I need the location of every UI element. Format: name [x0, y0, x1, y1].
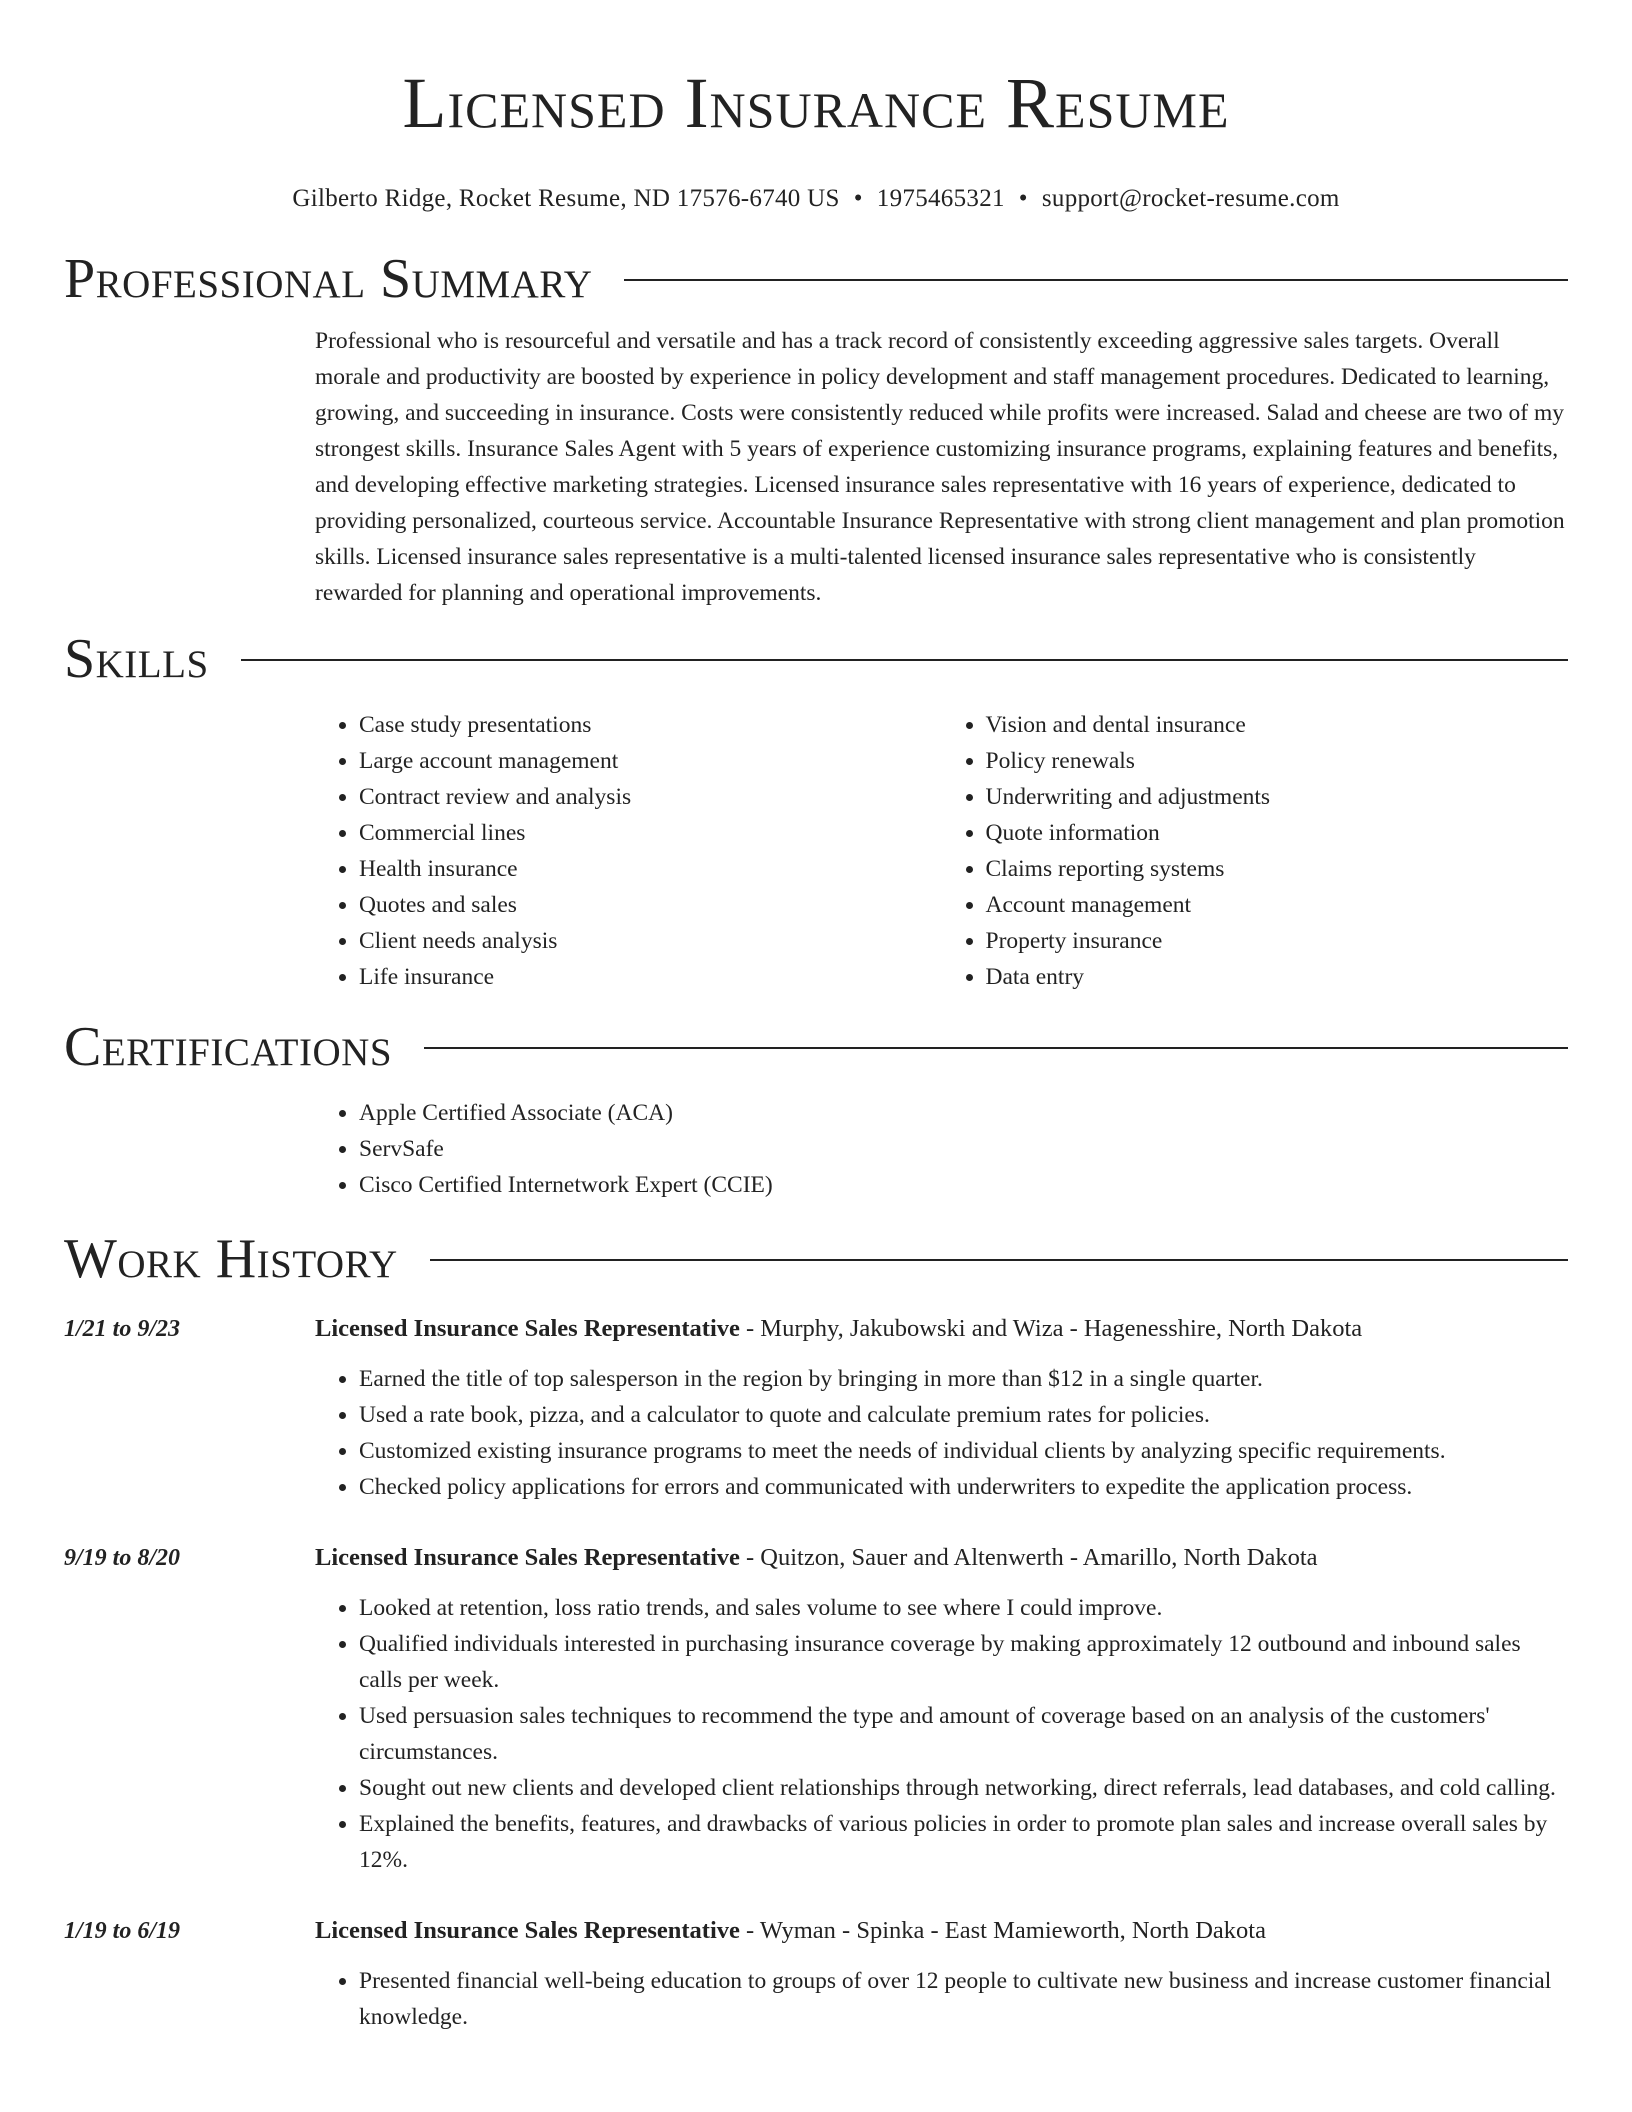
certifications-heading: Certifications [64, 1016, 393, 1078]
skill-item: • Underwriting and adjustments [986, 779, 1569, 815]
job-title-line [315, 1913, 1568, 1949]
skill-item: • Quote information [986, 815, 1569, 851]
skill-item: • Account management [986, 887, 1569, 923]
job-role: Licensed Insurance Sales Representative [315, 1544, 740, 1571]
certifications-section-header [64, 1015, 1568, 1079]
summary-section-header [64, 247, 1568, 311]
job-bullet: • Checked policy applications for errors and communicated with underwriters to expedite the application process. [359, 1469, 1568, 1505]
skill-item: • Life insurance [359, 959, 942, 995]
contact-separator: • [853, 185, 863, 212]
summary-divider [624, 279, 1568, 281]
job-employer: - Wyman - Spinka - East Mamieworth, North Dakota [739, 1917, 1266, 1944]
skills-divider [241, 659, 1568, 661]
job-main [315, 1311, 1568, 1505]
resume-title: Licensed Insurance Resume [402, 63, 1230, 143]
summary-text: Professional who is resourceful and versatile and has a track record of consistently exceeding aggressive sales targets. Overall morale and productivity are boosted by experience in policy development and staff management procedures. Dedicated to learning, growing, and succeeding in insurance. Costs were consistently reduced while profits were increased. Salad and cheese are two of my strongest skills. Insurance Sales Agent with 5 years of experience customizing insurance programs, explaining features and benefits, and developing effective marketing strategies. Licensed insurance sales representative with 16 years of experience, dedicated to providing personalized, courteous service. Accountable Insurance Representative with strong client management and plan promotion skills. Licensed insurance sales representative is a multi-talented licensed insurance sales representative who is consistently rewarded for planning and operational improvements. [315, 328, 1565, 606]
job-bullets [315, 1590, 1568, 1878]
summary-heading: Professional Summary [64, 248, 593, 310]
contact-phone: 1975465321 [876, 185, 1005, 212]
skill-item: • Vision and dental insurance [986, 707, 1569, 743]
certification-item: • Cisco Certified Internetwork Expert (CCIE) [359, 1167, 1568, 1203]
skill-item: • Commercial lines [359, 815, 942, 851]
job-bullet: • Looked at retention, loss ratio trends, and sales volume to see where I could improve. [359, 1590, 1568, 1626]
job-entry [64, 1540, 1568, 1878]
job-bullet: • Customized existing insurance programs to meet the needs of individual clients by analyzing specific requirements. [359, 1433, 1568, 1469]
job-main [315, 1913, 1568, 2035]
contact-separator: • [1018, 185, 1028, 212]
job-entry [64, 1913, 1568, 2035]
certification-item: • Apple Certified Associate (ACA) [359, 1095, 1568, 1131]
job-bullet: • Qualified individuals interested in purchasing insurance coverage by making approximately 12 outbound and inbound sales calls per week. [359, 1626, 1568, 1698]
job-dates: 1/19 to 6/19 [64, 1918, 181, 1944]
job-entry [64, 1311, 1568, 1505]
skill-item: • Data entry [986, 959, 1569, 995]
skill-item: • Large account management [359, 743, 942, 779]
skill-item: • Claims reporting systems [986, 851, 1569, 887]
job-employer: - Quitzon, Sauer and Altenwerth - Amarillo, North Dakota [739, 1544, 1318, 1571]
job-title-line [315, 1540, 1568, 1576]
skills-grid [315, 707, 1568, 995]
skill-item: • Client needs analysis [359, 923, 942, 959]
skills-list-right [942, 707, 1569, 995]
certifications-body [315, 1095, 1568, 1203]
job-bullet: • Used persuasion sales techniques to recommend the type and amount of coverage based on an analysis of the customers' circumstances. [359, 1698, 1568, 1770]
job-bullet: • Presented financial well-being education to groups of over 12 people to cultivate new business and increase customer financial knowledge. [359, 1963, 1568, 2035]
contact-line [64, 184, 1568, 214]
skill-item: • Policy renewals [986, 743, 1569, 779]
job-role: Licensed Insurance Sales Representative [315, 1315, 740, 1342]
skills-list-left [315, 707, 942, 995]
job-main [315, 1540, 1568, 1878]
job-dates: 9/19 to 8/20 [64, 1545, 181, 1571]
skill-item: • Health insurance [359, 851, 942, 887]
skill-item: • Case study presentations [359, 707, 942, 743]
contact-address: Gilberto Ridge, Rocket Resume, ND 17576-6740 US [292, 185, 840, 212]
certification-item: • ServSafe [359, 1131, 1568, 1167]
job-bullet: • Used a rate book, pizza, and a calculator to quote and calculate premium rates for policies. [359, 1397, 1568, 1433]
skills-heading: Skills [64, 628, 209, 690]
contact-email: support@rocket-resume.com [1041, 185, 1340, 212]
job-bullet: • Sought out new clients and developed client relationships through networking, direct referrals, lead databases, and cold calling. [359, 1770, 1568, 1806]
job-bullet: • Earned the title of top salesperson in the region by bringing in more than $12 in a single quarter. [359, 1361, 1568, 1397]
job-bullets [315, 1963, 1568, 2035]
skill-item: • Property insurance [986, 923, 1569, 959]
work-section-header [64, 1227, 1568, 1291]
summary-body [315, 323, 1568, 611]
job-bullet: • Explained the benefits, features, and drawbacks of various policies in order to promote plan sales and increase overall sales by 12%. [359, 1806, 1568, 1878]
job-employer: - Murphy, Jakubowski and Wiza - Hagenesshire, North Dakota [739, 1315, 1363, 1342]
job-bullets [315, 1361, 1568, 1505]
work-heading: Work History [64, 1228, 398, 1290]
work-divider [430, 1259, 1568, 1261]
job-title-line [315, 1311, 1568, 1347]
job-role: Licensed Insurance Sales Representative [315, 1917, 740, 1944]
skill-item: • Contract review and analysis [359, 779, 942, 815]
skill-item: • Quotes and sales [359, 887, 942, 923]
certifications-divider [424, 1047, 1568, 1049]
resume-page [64, 0, 1568, 2035]
skills-section-header [64, 627, 1568, 691]
certifications-list [315, 1095, 1568, 1203]
job-dates: 1/21 to 9/23 [64, 1316, 181, 1342]
